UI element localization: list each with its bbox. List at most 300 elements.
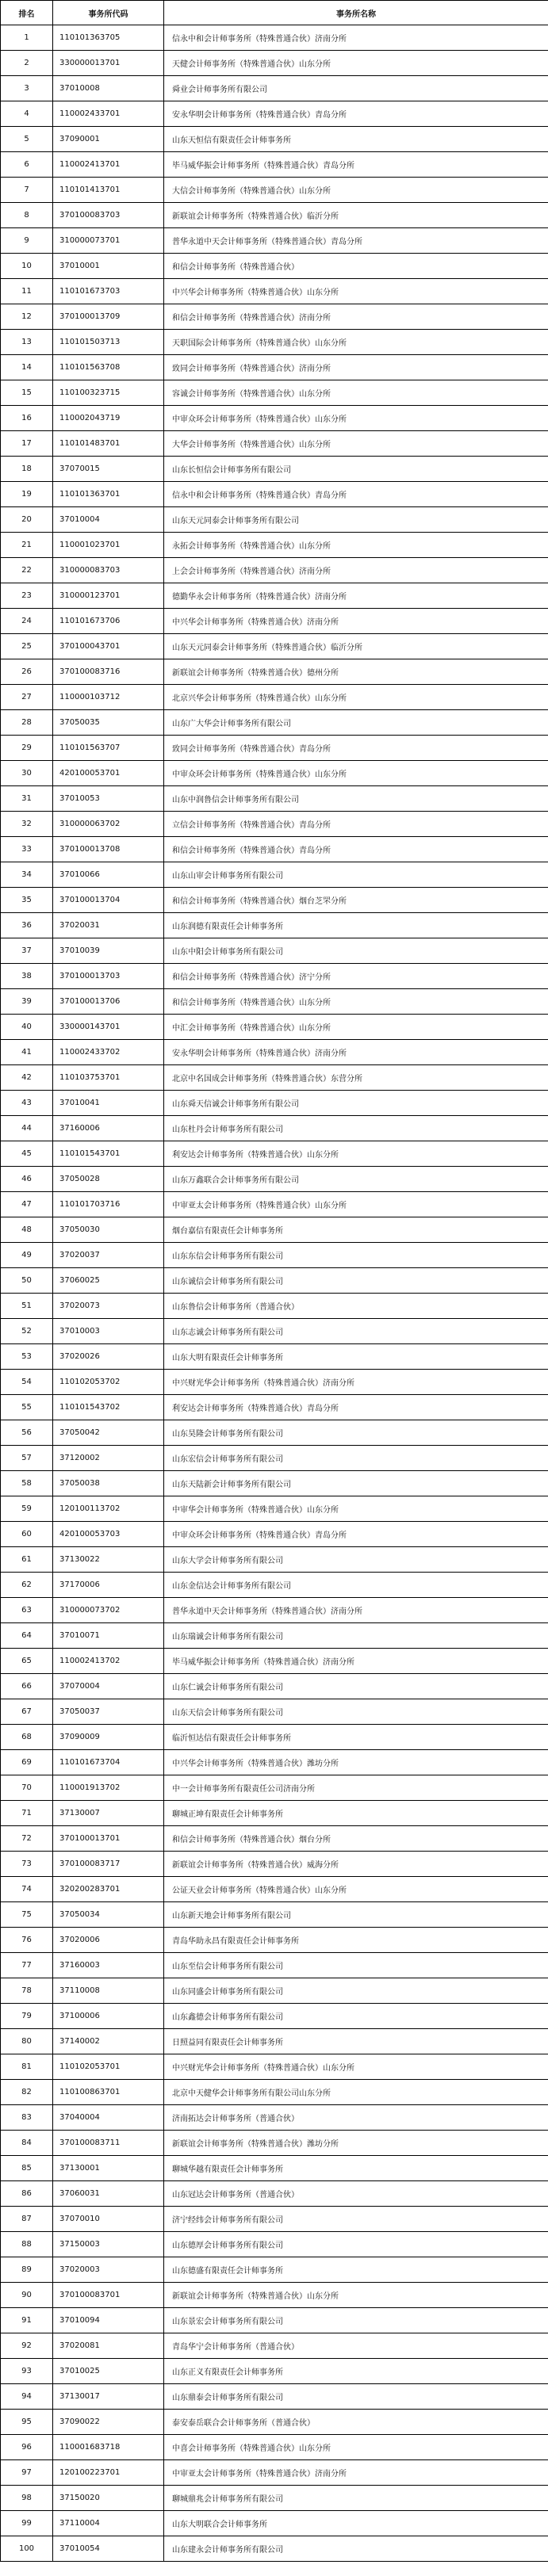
name-cell: 山东山审会计师事务所有限公司 xyxy=(164,862,548,888)
code-cell: 37130001 xyxy=(53,2156,164,2181)
table-row xyxy=(1,1953,548,1978)
rank-cell: 40 xyxy=(1,1015,53,1040)
rank-cell: 74 xyxy=(1,1877,53,1902)
table-row xyxy=(1,2486,548,2511)
code-cell: 310000073702 xyxy=(53,1598,164,1623)
table-row xyxy=(1,710,548,736)
name-cell: 毕马威华振会计师事务所（特殊普通合伙）济南分所 xyxy=(164,1649,548,1674)
name-cell: 山东建永会计师事务所有限公司 xyxy=(164,2536,548,2562)
table-row xyxy=(1,1167,548,1192)
rank-cell: 18 xyxy=(1,457,53,482)
rank-cell: 96 xyxy=(1,2435,53,2460)
rank-cell: 1 xyxy=(1,25,53,51)
name-cell: 山东天元同泰会计师事务所（特殊普通合伙）临沂分所 xyxy=(164,634,548,659)
code-cell: 110102053701 xyxy=(53,2054,164,2080)
table-row xyxy=(1,989,548,1015)
rank-cell: 9 xyxy=(1,228,53,254)
rank-cell: 99 xyxy=(1,2511,53,2536)
rank-cell: 76 xyxy=(1,1928,53,1953)
name-cell: 大华会计师事务所（特殊普通合伙）山东分所 xyxy=(164,431,548,457)
name-cell: 中一会计师事务所有限责任公司济南分所 xyxy=(164,1775,548,1801)
table-row xyxy=(1,2460,548,2486)
table-row xyxy=(1,1699,548,1725)
code-cell: 370100013706 xyxy=(53,989,164,1015)
code-cell: 37050034 xyxy=(53,1902,164,1928)
name-cell: 中兴财光华会计师事务所（特殊普通合伙）山东分所 xyxy=(164,2054,548,2080)
name-cell: 山东至信会计师事务所有限公司 xyxy=(164,1953,548,1978)
name-cell: 和信会计师事务所（特殊普通合伙）山东分所 xyxy=(164,989,548,1015)
rank-cell: 61 xyxy=(1,1547,53,1573)
rank-cell: 90 xyxy=(1,2283,53,2308)
rank-cell: 4 xyxy=(1,101,53,127)
rank-cell: 75 xyxy=(1,1902,53,1928)
rank-cell: 51 xyxy=(1,1294,53,1319)
rank-header: 排名 xyxy=(1,1,53,25)
rank-cell: 31 xyxy=(1,786,53,812)
code-cell: 110002413702 xyxy=(53,1649,164,1674)
code-cell: 37150003 xyxy=(53,2232,164,2257)
rank-cell: 27 xyxy=(1,685,53,710)
code-cell: 37050037 xyxy=(53,1699,164,1725)
table-row xyxy=(1,1192,548,1217)
name-cell: 聊城鼎兆会计师事务所有限公司 xyxy=(164,2486,548,2511)
table-row xyxy=(1,2283,548,2308)
rank-cell: 89 xyxy=(1,2257,53,2283)
table-row xyxy=(1,2131,548,2156)
rank-cell: 68 xyxy=(1,1725,53,1750)
code-cell: 310000063702 xyxy=(53,812,164,837)
name-cell: 聊城正坤有限责任会计师事务所 xyxy=(164,1801,548,1826)
rank-cell: 78 xyxy=(1,1978,53,2004)
table-body xyxy=(1,25,548,2562)
table-row xyxy=(1,2156,548,2181)
rank-cell: 5 xyxy=(1,127,53,152)
table-row xyxy=(1,583,548,609)
code-cell: 37010001 xyxy=(53,254,164,279)
code-cell: 37130017 xyxy=(53,2384,164,2410)
code-cell: 37100006 xyxy=(53,2004,164,2029)
rank-cell: 92 xyxy=(1,2333,53,2359)
table-row xyxy=(1,1496,548,1522)
code-cell: 110101673704 xyxy=(53,1750,164,1775)
name-cell: 青岛华宁会计师事务所（普通合伙） xyxy=(164,2333,548,2359)
table-row xyxy=(1,51,548,76)
table-row xyxy=(1,2004,548,2029)
table-row xyxy=(1,2054,548,2080)
code-cell: 110101483701 xyxy=(53,431,164,457)
name-cell: 山东天信会计师事务所有限公司 xyxy=(164,1699,548,1725)
name-cell: 山东中润鲁信会计师事务所有限公司 xyxy=(164,786,548,812)
code-cell: 37110008 xyxy=(53,1978,164,2004)
table-row xyxy=(1,2333,548,2359)
code-cell: 37050035 xyxy=(53,710,164,736)
rank-cell: 69 xyxy=(1,1750,53,1775)
table-row xyxy=(1,380,548,406)
rank-cell: 38 xyxy=(1,964,53,989)
table-row xyxy=(1,431,548,457)
table-row xyxy=(1,2384,548,2410)
rank-cell: 28 xyxy=(1,710,53,736)
rank-cell: 85 xyxy=(1,2156,53,2181)
rank-cell: 8 xyxy=(1,203,53,228)
code-cell: 37070010 xyxy=(53,2207,164,2232)
table-row xyxy=(1,837,548,862)
name-cell: 山东中阳会计师事务所有限公司 xyxy=(164,938,548,964)
name-cell: 山东天陆新会计师事务所有限公司 xyxy=(164,1471,548,1496)
table-row xyxy=(1,888,548,913)
code-cell: 110000103712 xyxy=(53,685,164,710)
name-cell: 北京中天健华会计师事务所有限公司山东分所 xyxy=(164,2080,548,2105)
rank-cell: 12 xyxy=(1,304,53,330)
name-cell: 新联谊会计师事务所（特殊普通合伙）山东分所 xyxy=(164,2283,548,2308)
name-cell: 中审亚太会计师事务所（特殊普通合伙）山东分所 xyxy=(164,1192,548,1217)
table-row xyxy=(1,1243,548,1268)
rank-cell: 70 xyxy=(1,1775,53,1801)
name-cell: 舜业会计师事务所有限公司 xyxy=(164,76,548,101)
code-cell: 37070004 xyxy=(53,1674,164,1699)
table-row xyxy=(1,25,548,51)
name-cell: 山东金信达会计师事务所有限公司 xyxy=(164,1573,548,1598)
code-cell: 370100083703 xyxy=(53,203,164,228)
name-cell: 立信会计师事务所（特殊普通合伙）青岛分所 xyxy=(164,812,548,837)
table-row xyxy=(1,2105,548,2131)
code-cell: 370100083717 xyxy=(53,1852,164,1877)
table-row xyxy=(1,1852,548,1877)
code-cell: 37010004 xyxy=(53,507,164,533)
name-cell: 山东冠达会计师事务所（普通合伙） xyxy=(164,2181,548,2207)
rank-cell: 33 xyxy=(1,837,53,862)
name-cell: 新联谊会计师事务所（特殊普通合伙）临沂分所 xyxy=(164,203,548,228)
rank-cell: 26 xyxy=(1,659,53,685)
rank-cell: 91 xyxy=(1,2308,53,2333)
table-header-row xyxy=(1,1,548,25)
table-row xyxy=(1,786,548,812)
table-row xyxy=(1,2029,548,2054)
name-cell: 泰安泰岳联合会计师事务所（普通合伙） xyxy=(164,2410,548,2435)
name-cell: 中审众环会计师事务所（特殊普通合伙）青岛分所 xyxy=(164,1522,548,1547)
table-row xyxy=(1,178,548,203)
rank-cell: 50 xyxy=(1,1268,53,1294)
name-cell: 山东同盛会计师事务所有限公司 xyxy=(164,1978,548,2004)
table-row xyxy=(1,913,548,938)
name-cell: 容诚会计师事务所（特殊普通合伙）山东分所 xyxy=(164,380,548,406)
table-row xyxy=(1,1750,548,1775)
name-cell: 天职国际会计师事务所（特殊普通合伙）山东分所 xyxy=(164,330,548,355)
name-cell: 山东东信会计师事务所有限公司 xyxy=(164,1243,548,1268)
table-row xyxy=(1,355,548,380)
table-row xyxy=(1,964,548,989)
name-cell: 安永华明会计师事务所（特殊普通合伙）青岛分所 xyxy=(164,101,548,127)
name-cell: 大信会计师事务所（特殊普通合伙）山东分所 xyxy=(164,178,548,203)
name-cell: 山东诚信会计师事务所有限公司 xyxy=(164,1268,548,1294)
code-cell: 37010025 xyxy=(53,2359,164,2384)
code-cell: 37020026 xyxy=(53,1344,164,1370)
code-cell: 370100013704 xyxy=(53,888,164,913)
rank-cell: 60 xyxy=(1,1522,53,1547)
code-cell: 37010003 xyxy=(53,1319,164,1344)
name-cell: 山东万鑫联合会计师事务所有限公司 xyxy=(164,1167,548,1192)
table-row xyxy=(1,1902,548,1928)
rank-cell: 79 xyxy=(1,2004,53,2029)
rank-cell: 29 xyxy=(1,736,53,761)
code-cell: 37140002 xyxy=(53,2029,164,2054)
rank-cell: 55 xyxy=(1,1395,53,1420)
name-cell: 中审众环会计师事务所（特殊普通合伙）山东分所 xyxy=(164,761,548,786)
code-cell: 110101673703 xyxy=(53,279,164,304)
code-header: 事务所代码 xyxy=(53,1,164,25)
table-row xyxy=(1,761,548,786)
rank-cell: 65 xyxy=(1,1649,53,1674)
table-row xyxy=(1,254,548,279)
rank-cell: 46 xyxy=(1,1167,53,1192)
code-cell: 37010054 xyxy=(53,2536,164,2562)
name-cell: 济宁经纬会计师事务所有限公司 xyxy=(164,2207,548,2232)
table-row xyxy=(1,1522,548,1547)
code-cell: 37010094 xyxy=(53,2308,164,2333)
code-cell: 110101703716 xyxy=(53,1192,164,1217)
table-row xyxy=(1,482,548,507)
table-row xyxy=(1,1978,548,2004)
name-cell: 普华永道中天会计师事务所（特殊普通合伙）青岛分所 xyxy=(164,228,548,254)
code-cell: 37050042 xyxy=(53,1420,164,1446)
code-cell: 37090022 xyxy=(53,2410,164,2435)
name-cell: 山东正义有限责任会计师事务所 xyxy=(164,2359,548,2384)
code-cell: 110001683718 xyxy=(53,2435,164,2460)
name-cell: 新联谊会计师事务所（特殊普通合伙）德州分所 xyxy=(164,659,548,685)
rank-cell: 80 xyxy=(1,2029,53,2054)
name-cell: 永拓会计师事务所（特殊普通合伙）山东分所 xyxy=(164,533,548,558)
table-row xyxy=(1,1420,548,1446)
table-row xyxy=(1,938,548,964)
rank-cell: 45 xyxy=(1,1141,53,1167)
table-row xyxy=(1,2181,548,2207)
table-row xyxy=(1,457,548,482)
name-cell: 和信会计师事务所（特殊普通合伙）烟台分所 xyxy=(164,1826,548,1852)
rank-cell: 57 xyxy=(1,1446,53,1471)
rank-cell: 14 xyxy=(1,355,53,380)
name-cell: 北京中名国成会计师事务所（特殊普通合伙）东营分所 xyxy=(164,1065,548,1091)
rank-cell: 58 xyxy=(1,1471,53,1496)
name-cell: 山东广大华会计师事务所有限公司 xyxy=(164,710,548,736)
rank-cell: 66 xyxy=(1,1674,53,1699)
name-cell: 山东志诚会计师事务所有限公司 xyxy=(164,1319,548,1344)
rank-cell: 7 xyxy=(1,178,53,203)
code-cell: 37050038 xyxy=(53,1471,164,1496)
table-row xyxy=(1,2207,548,2232)
table-row xyxy=(1,279,548,304)
code-cell: 37060025 xyxy=(53,1268,164,1294)
table-row xyxy=(1,1446,548,1471)
rank-cell: 19 xyxy=(1,482,53,507)
code-cell: 37020081 xyxy=(53,2333,164,2359)
code-cell: 37010039 xyxy=(53,938,164,964)
code-cell: 37070015 xyxy=(53,457,164,482)
table-row xyxy=(1,862,548,888)
code-cell: 310000123701 xyxy=(53,583,164,609)
name-cell: 和信会计师事务所（特殊普通合伙）青岛分所 xyxy=(164,837,548,862)
rank-cell: 30 xyxy=(1,761,53,786)
code-cell: 110002043719 xyxy=(53,406,164,431)
table-row xyxy=(1,507,548,533)
rank-cell: 64 xyxy=(1,1623,53,1649)
table-row xyxy=(1,685,548,710)
code-cell: 37020003 xyxy=(53,2257,164,2283)
name-cell: 中喜会计师事务所（特殊普通合伙）山东分所 xyxy=(164,2435,548,2460)
code-cell: 370100083711 xyxy=(53,2131,164,2156)
table-row xyxy=(1,609,548,634)
code-cell: 110002413701 xyxy=(53,152,164,178)
code-cell: 330000013701 xyxy=(53,51,164,76)
code-cell: 37050030 xyxy=(53,1217,164,1243)
name-cell: 和信会计师事务所（特殊普通合伙） xyxy=(164,254,548,279)
name-cell: 山东润德有限责任会计师事务所 xyxy=(164,913,548,938)
table-row xyxy=(1,1268,548,1294)
code-cell: 37160006 xyxy=(53,1116,164,1141)
name-cell: 和信会计师事务所（特殊普通合伙）济宁分所 xyxy=(164,964,548,989)
code-cell: 37130022 xyxy=(53,1547,164,1573)
table-row xyxy=(1,1877,548,1902)
table-row xyxy=(1,228,548,254)
code-cell: 370100083701 xyxy=(53,2283,164,2308)
code-cell: 420100053701 xyxy=(53,761,164,786)
table-row xyxy=(1,1116,548,1141)
rank-cell: 32 xyxy=(1,812,53,837)
rank-cell: 88 xyxy=(1,2232,53,2257)
name-cell: 山东德厚会计师事务所有限公司 xyxy=(164,2232,548,2257)
name-cell: 毕马威华振会计师事务所（特殊普通合伙）青岛分所 xyxy=(164,152,548,178)
name-cell: 山东舜天信诚会计师事务所有限公司 xyxy=(164,1091,548,1116)
rank-cell: 22 xyxy=(1,558,53,583)
code-cell: 330000143701 xyxy=(53,1015,164,1040)
table-row xyxy=(1,406,548,431)
name-header: 事务所名称 xyxy=(164,1,548,25)
rank-cell: 83 xyxy=(1,2105,53,2131)
table-row xyxy=(1,533,548,558)
rank-cell: 42 xyxy=(1,1065,53,1091)
table-row xyxy=(1,1294,548,1319)
name-cell: 山东大明有限责任会计师事务所 xyxy=(164,1344,548,1370)
table-row xyxy=(1,1471,548,1496)
table-row xyxy=(1,2435,548,2460)
rank-cell: 44 xyxy=(1,1116,53,1141)
name-cell: 山东鑫德会计师事务所有限公司 xyxy=(164,2004,548,2029)
rank-cell: 87 xyxy=(1,2207,53,2232)
code-cell: 37130007 xyxy=(53,1801,164,1826)
code-cell: 370100043701 xyxy=(53,634,164,659)
table-row xyxy=(1,1826,548,1852)
code-cell: 37060031 xyxy=(53,2181,164,2207)
name-cell: 山东天元同泰会计师事务所有限公司 xyxy=(164,507,548,533)
table-row xyxy=(1,203,548,228)
code-cell: 110001023701 xyxy=(53,533,164,558)
rank-cell: 67 xyxy=(1,1699,53,1725)
code-cell: 120100113702 xyxy=(53,1496,164,1522)
code-cell: 370100013701 xyxy=(53,1826,164,1852)
table-row xyxy=(1,659,548,685)
rank-cell: 47 xyxy=(1,1192,53,1217)
name-cell: 山东大明联合会计师事务所 xyxy=(164,2511,548,2536)
name-cell: 临沂恒达信有限责任会计师事务所 xyxy=(164,1725,548,1750)
name-cell: 中兴财光华会计师事务所（特殊普通合伙）济南分所 xyxy=(164,1370,548,1395)
rank-cell: 37 xyxy=(1,938,53,964)
code-cell: 37110004 xyxy=(53,2511,164,2536)
table-row xyxy=(1,736,548,761)
code-cell: 110100863701 xyxy=(53,2080,164,2105)
rank-cell: 93 xyxy=(1,2359,53,2384)
name-cell: 中兴华会计师事务所（特殊普通合伙）潍坊分所 xyxy=(164,1750,548,1775)
rank-cell: 62 xyxy=(1,1573,53,1598)
name-cell: 公证天业会计师事务所（特殊普通合伙）山东分所 xyxy=(164,1877,548,1902)
code-cell: 370100083716 xyxy=(53,659,164,685)
rank-cell: 63 xyxy=(1,1598,53,1623)
code-cell: 110101503713 xyxy=(53,330,164,355)
table-row xyxy=(1,2232,548,2257)
table-row xyxy=(1,1598,548,1623)
rank-cell: 24 xyxy=(1,609,53,634)
code-cell: 110002433701 xyxy=(53,101,164,127)
table-row xyxy=(1,152,548,178)
table-row xyxy=(1,1573,548,1598)
rank-cell: 95 xyxy=(1,2410,53,2435)
code-cell: 110101363705 xyxy=(53,25,164,51)
code-cell: 110002433702 xyxy=(53,1040,164,1065)
code-cell: 110101563707 xyxy=(53,736,164,761)
name-cell: 安永华明会计师事务所（特殊普通合伙）济南分所 xyxy=(164,1040,548,1065)
table-row xyxy=(1,1649,548,1674)
rank-cell: 52 xyxy=(1,1319,53,1344)
name-cell: 山东杜丹会计师事务所有限公司 xyxy=(164,1116,548,1141)
table-row xyxy=(1,2308,548,2333)
rank-cell: 94 xyxy=(1,2384,53,2410)
code-cell: 370100013709 xyxy=(53,304,164,330)
rank-cell: 35 xyxy=(1,888,53,913)
code-cell: 37090009 xyxy=(53,1725,164,1750)
name-cell: 信永中和会计师事务所（特殊普通合伙）济南分所 xyxy=(164,25,548,51)
name-cell: 烟台嘉信有限责任会计师事务所 xyxy=(164,1217,548,1243)
code-cell: 37010041 xyxy=(53,1091,164,1116)
code-cell: 37150020 xyxy=(53,2486,164,2511)
name-cell: 德勤华永会计师事务所（特殊普通合伙）济南分所 xyxy=(164,583,548,609)
code-cell: 37020037 xyxy=(53,1243,164,1268)
name-cell: 和信会计师事务所（特殊普通合伙）济南分所 xyxy=(164,304,548,330)
name-cell: 山东天恒信有限责任会计师事务所 xyxy=(164,127,548,152)
table-row xyxy=(1,330,548,355)
rank-cell: 81 xyxy=(1,2054,53,2080)
code-cell: 37040004 xyxy=(53,2105,164,2131)
rank-cell: 84 xyxy=(1,2131,53,2156)
table-row xyxy=(1,127,548,152)
name-cell: 中审亚太会计师事务所（特殊普通合伙）济南分所 xyxy=(164,2460,548,2486)
rank-cell: 56 xyxy=(1,1420,53,1446)
table-row xyxy=(1,1370,548,1395)
name-cell: 中审华会计师事务所（特殊普通合伙）山东分所 xyxy=(164,1496,548,1522)
table-row xyxy=(1,1015,548,1040)
code-cell: 37010008 xyxy=(53,76,164,101)
rank-cell: 72 xyxy=(1,1826,53,1852)
name-cell: 山东大学会计师事务所有限公司 xyxy=(164,1547,548,1573)
name-cell: 普华永道中天会计师事务所（特殊普通合伙）济南分所 xyxy=(164,1598,548,1623)
rank-cell: 97 xyxy=(1,2460,53,2486)
name-cell: 中兴华会计师事务所（特殊普通合伙）山东分所 xyxy=(164,279,548,304)
code-cell: 370100013708 xyxy=(53,837,164,862)
name-cell: 利安达会计师事务所（特殊普通合伙）山东分所 xyxy=(164,1141,548,1167)
table-row xyxy=(1,1928,548,1953)
rank-cell: 21 xyxy=(1,533,53,558)
table-row xyxy=(1,634,548,659)
name-cell: 北京兴华会计师事务所（特殊普通合伙）山东分所 xyxy=(164,685,548,710)
rank-cell: 34 xyxy=(1,862,53,888)
table-row xyxy=(1,1775,548,1801)
